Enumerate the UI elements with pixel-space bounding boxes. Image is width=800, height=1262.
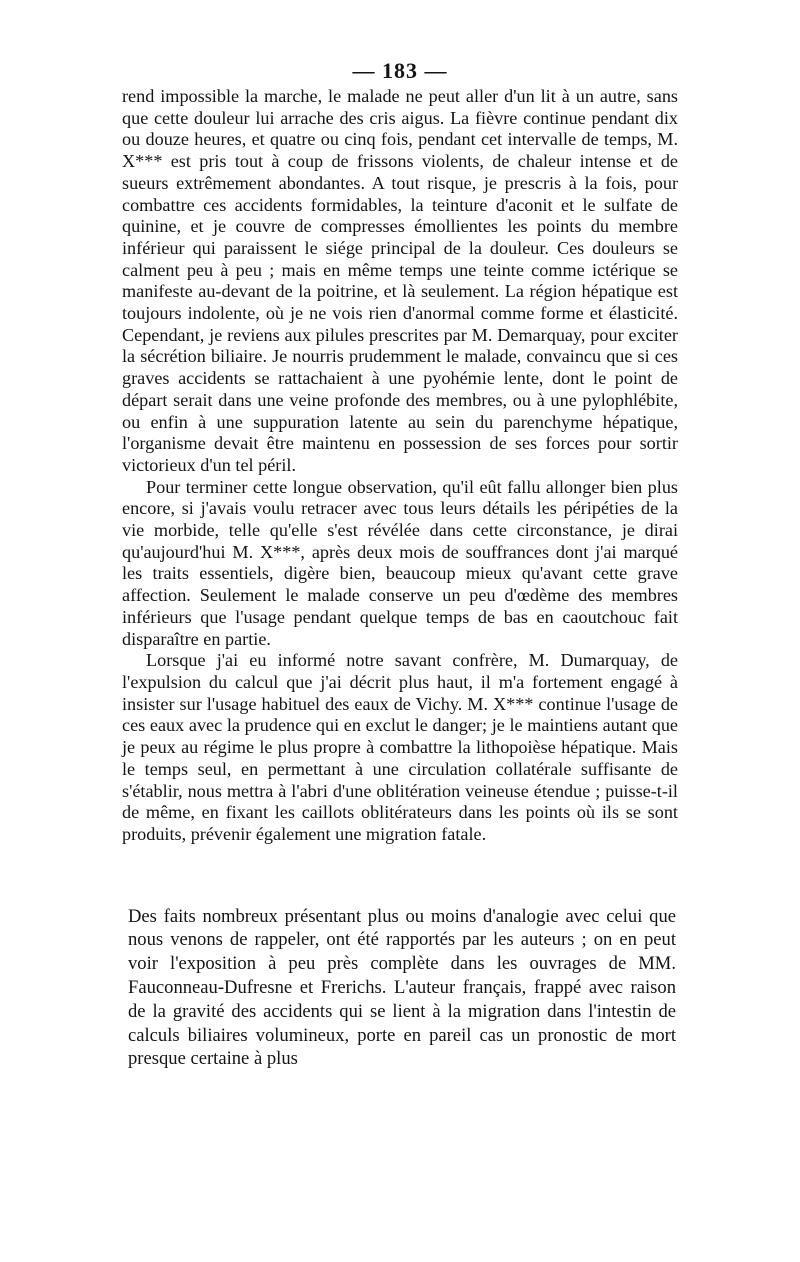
paragraph-1: rend impossible la marche, le malade ne peut aller d'un lit à un autre, sans que cette douleur lui arrache des cris aigus. La fièvre continue pendant dix ou douze heures, et quatre ou cinq fois, pendant cet intervalle de temps, M. X*** est pris tout à coup de frissons violents, de chaleur intense et de sueurs extrêmement abondantes. A tout risque, je prescris à la fois, pour combattre ces accidents formidables, la teinture d'aconit et le sulfate de quinine, et je couvre de compresses émollientes les points du membre inférieur qui paraissent le siége principal de la douleur. Ces douleurs se calment peu à peu ; mais en même temps une teinte comme ictérique se manifeste au-devant de la poitrine, et là seulement. La région hépatique est toujours indolente, où je ne vois rien d'anormal comme forme et élasticité. Cependant, je reviens aux pilules prescrites par M. Demarquay, pour exciter la sécrétion biliaire. Je nourris prudemment le malade, convaincu que si ces graves accidents se rattachaient à une pyohémie lente, dont le point de départ serait dans une veine profonde des membres, ou à une pylophlébite, ou enfin à une suppuration latente au sein du parenchyme hépatique, l'organisme devait être maintenu en possession de ses forces pour sortir victorieux d'un tel péril. — [122, 86, 678, 475]
body-text — [122, 86, 678, 846]
paragraph-3: Lorsque j'ai eu informé notre savant confrère, M. Dumarquay, de l'expulsion du calcul que j'ai décrit plus haut, il m'a fortement engagé à insister sur l'usage habituel des eaux de Vichy. M. X*** continue l'usage de ces eaux avec la prudence qui en exclut le danger; je le maintiens autant que je peux au régime le plus propre à combattre la lithopoièse hépatique. Mais le temps seul, en permettant à une circulation collatérale suffisante de s'établir, nous mettra à l'abri d'une oblitération veineuse étendue ; puisse-t-il de même, en fixant les caillots oblitérateurs dans les points où ils se sont produits, prévenir également une migration fatale. — [122, 650, 678, 844]
paragraph-4: Des faits nombreux présentant plus ou moins d'analogie avec celui que nous venons de rappeler, ont été rapportés par les auteurs ; on en peut voir l'exposition à peu près complète dans les ouvrages de MM. Fauconneau-Dufresne et Frerichs. L'auteur français, frappé avec raison de la gravité des accidents qui se lient à la migration dans l'intestin de calculs biliaires volumineux, porte en pareil cas un pronostic de mort presque certaine à plus — [128, 905, 676, 1070]
paragraph-2: Pour terminer cette longue observation, qu'il eût fallu allonger bien plus encore, si j'avais voulu retracer avec tous leurs détails les péripéties de la vie morbide, telle qu'elle s'est révélée dans cette circonstance, je dirai qu'aujourd'hui M. X***, après deux mois de souffrances dont j'ai marqué les traits essentiels, digère bien, beaucoup mieux qu'avant cette grave affection. Seulement le malade conserve un peu d'œdème des membres inférieurs que l'usage pendant quelque temps de bas en caoutchouc fait disparaître en partie. — [122, 476, 678, 649]
page-number: — 183 — — [352, 58, 448, 83]
